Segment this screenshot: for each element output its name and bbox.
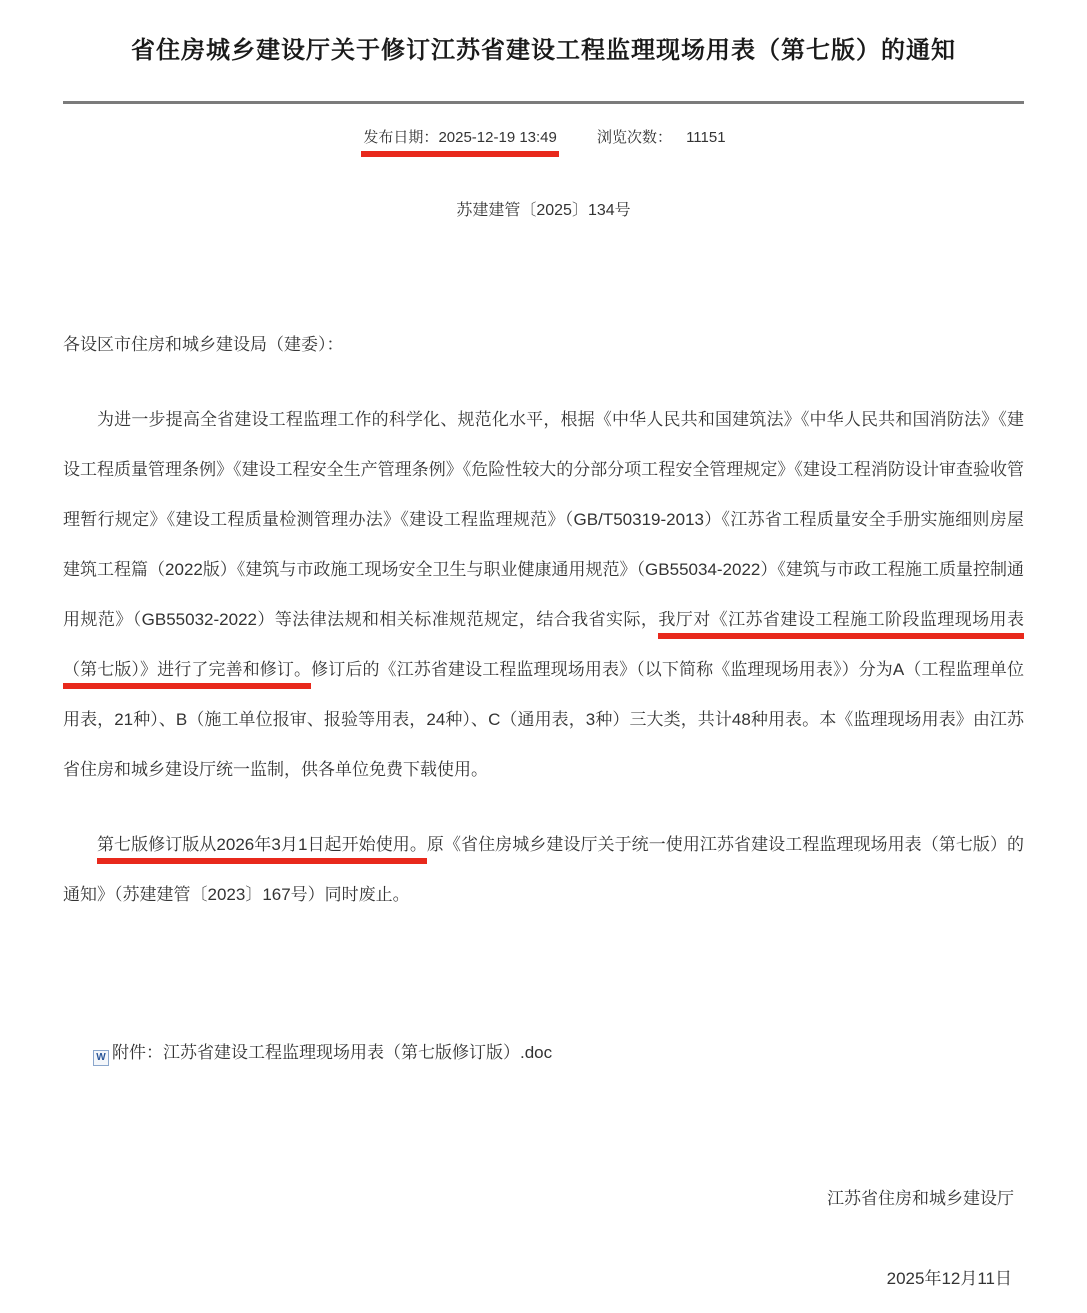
paragraph-text: 原《省住房城乡建设厅关于统一使用江苏省建设工程监理现场用表（第七版）的通知》（苏建建管〔2023〕167号）同时废止。 bbox=[63, 835, 1024, 904]
paragraph-text: 修订后的《江苏省建设工程监理现场用表》（以下简称《监理现场用表》）分为A（工程监理单位用表，21种）、B（施工单位报审、报验等用表，24种）、C（通用表，3种）三大类，共计48种用表。本《监理现场用表》由江苏省住房和城乡建设厅统一监制，供各单位免费下载使用。 bbox=[63, 660, 1024, 779]
paragraph-text: 各设区市住房和城乡建设局（建委）： bbox=[63, 335, 344, 354]
attachment-row bbox=[63, 1038, 1024, 1066]
notice-page bbox=[0, 33, 1087, 1313]
publish-date-value: 2025-12-19 13:49 bbox=[438, 129, 557, 146]
body-paragraph bbox=[63, 820, 1024, 920]
page-title: 省住房城乡建设厅关于修订江苏省建设工程监理现场用表（第七版）的通知 bbox=[131, 37, 956, 64]
attachment-link[interactable]: 江苏省建设工程监理现场用表（第七版修订版）.doc bbox=[163, 1043, 553, 1062]
meta-bar bbox=[63, 126, 1024, 157]
body-paragraph bbox=[63, 320, 1024, 370]
view-count-label: 浏览次数： bbox=[597, 129, 673, 146]
view-count-value: 11151 bbox=[686, 129, 726, 146]
publish-date bbox=[361, 126, 558, 157]
attachment-label: 附件： bbox=[112, 1043, 163, 1062]
issue-date: 2025年12月11日 bbox=[886, 1269, 1012, 1288]
title-divider bbox=[63, 101, 1024, 104]
body-paragraph bbox=[63, 395, 1024, 795]
article-paragraphs bbox=[63, 320, 1024, 920]
issuer-signature: 江苏省住房和城乡建设厅 bbox=[827, 1189, 1014, 1208]
publish-date-label: 发布日期： bbox=[363, 129, 439, 146]
document-number: 苏建建管〔2025〕134号 bbox=[456, 202, 631, 219]
word-doc-icon: W bbox=[93, 1050, 109, 1066]
view-count bbox=[597, 126, 726, 147]
red-underlined-text: 第七版修订版从2026年3月1日起开始使用。 bbox=[97, 835, 427, 864]
red-underlined-text: 我厅对《江苏省建设工程施工阶段监理现场用表（第七版）》进行了完善和修订。 bbox=[63, 610, 1024, 689]
paragraph-text: 为进一步提高全省建设工程监理工作的科学化、规范化水平，根据《中华人民共和国建筑法》《中华人民共和国消防法》《建设工程质量管理条例》《建设工程安全生产管理条例》《危险性较大的分部分项工程安全管理规定》《建设工程消防设计审查验收管理暂行规定》《建设工程质量检测管理办法》《建设工程监理规范》（GB/T50319-2013）《江苏省工程质量安全手册实施细则房屋建筑工程篇（2022版）《建筑与市政施工现场安全卫生与职业健康通用规范》（GB55034-2022）《建筑与市政工程施工质量控制通用规范》（GB55032-2022）等法律法规和相关标准规范规定，结合我省实际， bbox=[63, 410, 1024, 629]
